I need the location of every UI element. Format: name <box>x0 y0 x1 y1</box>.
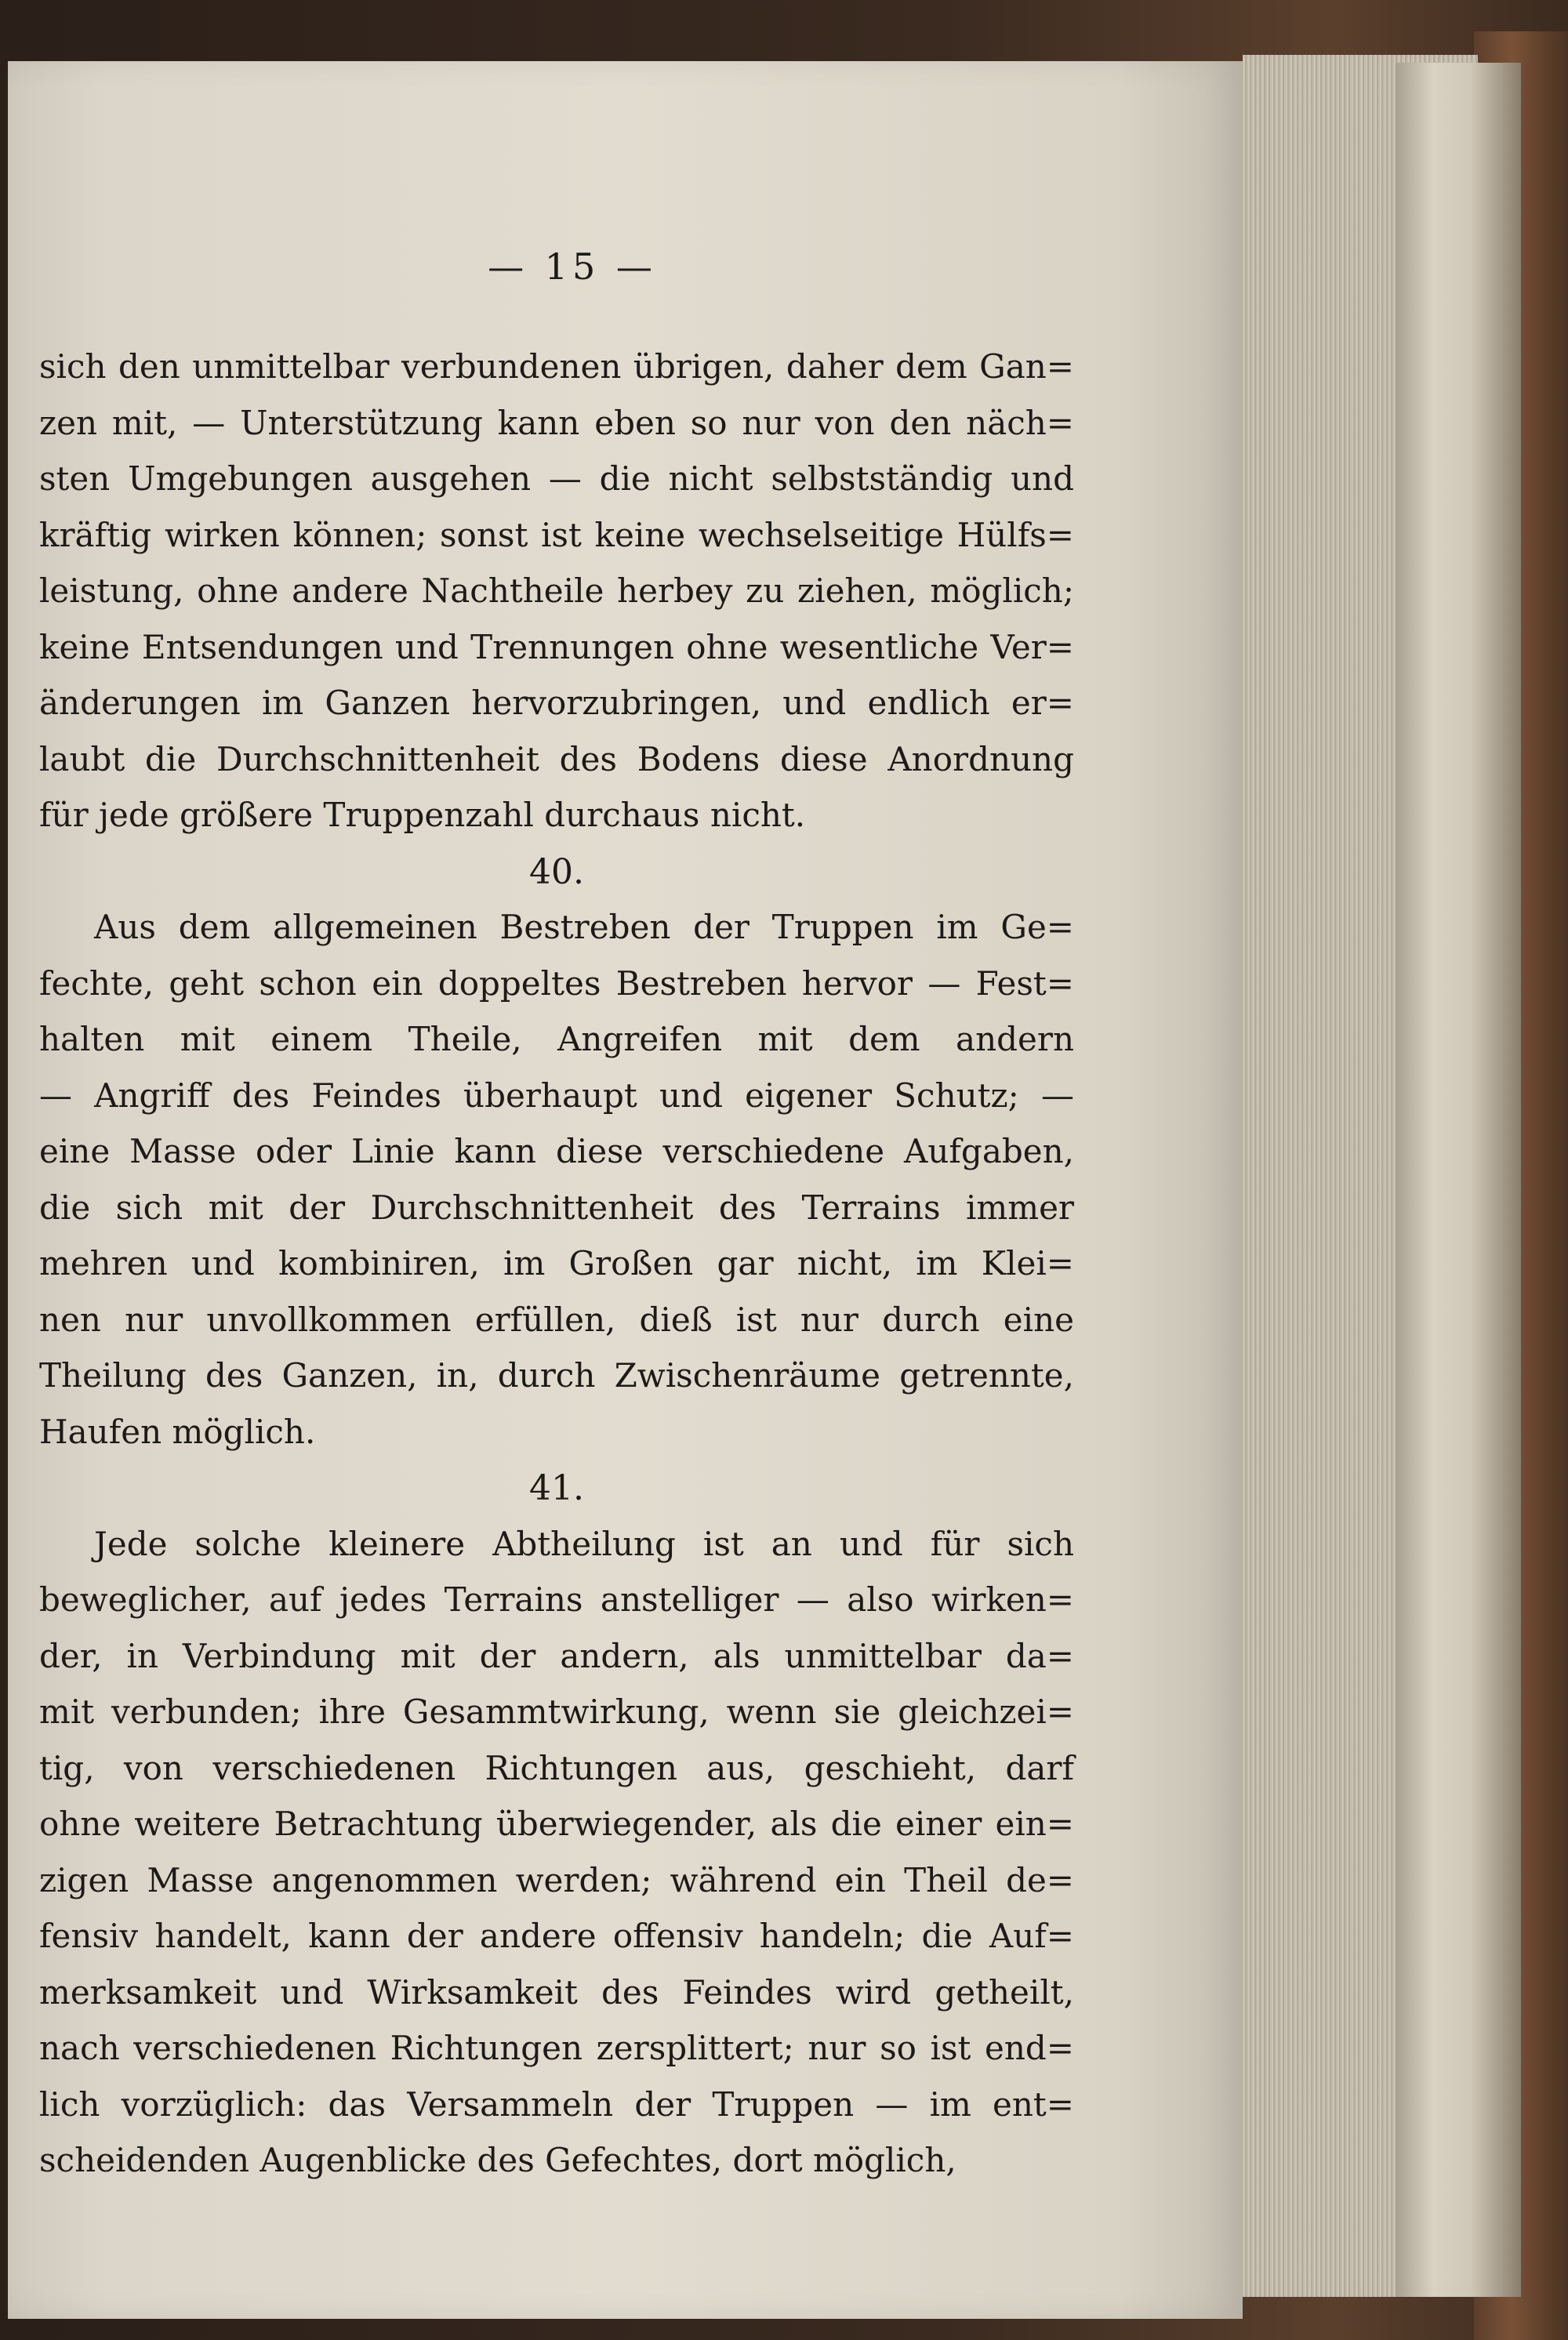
page-edges-side <box>1396 63 1521 2297</box>
text-line: tig, von verschiedenen Richtungen aus, geschieht, darf <box>39 1748 1074 1787</box>
section-number: 40. <box>529 851 584 892</box>
text-line: halten mit einem Theile, Angreifen mit dem andern <box>39 1020 1074 1058</box>
text-line: beweglicher, auf jedes Terrains anstelliger — also wirken= <box>39 1580 1074 1619</box>
text-line: fechte, geht schon ein doppeltes Bestreben hervor — Fest= <box>39 963 1074 1003</box>
text-line: fensiv handelt, kann der andere offensiv handeln; die Auf= <box>39 1917 1074 1955</box>
text-line: mit verbunden; ihre Gesammtwirkung, wenn sie gleichzei= <box>39 1692 1074 1731</box>
text-line: die sich mit der Durchschnittenheit des Terrains immer <box>39 1188 1074 1227</box>
text-line: sten Umgebungen ausgehen — die nicht selbstständig und <box>39 459 1074 498</box>
text-line: sich den unmittelbar verbundenen übrigen, daher dem Gan= <box>39 347 1074 386</box>
text-line: änderungen im Ganzen hervorzubringen, und endlich er= <box>39 684 1074 722</box>
text-line: ohne weitere Betrachtung überwiegender, als die einer ein= <box>39 1805 1074 1843</box>
book-page <box>8 61 1243 2319</box>
text-line: für jede größere Truppenzahl durchaus nicht. <box>39 796 806 834</box>
text-line: leistung, ohne andere Nachtheile herbey zu ziehen, möglich; <box>39 571 1074 610</box>
text-line: merksamkeit und Wirksamkeit des Feindes wird getheilt, <box>39 1972 1074 2012</box>
text-line: Haufen möglich. <box>39 1412 316 1451</box>
text-line: lich vorzüglich: das Versammeln der Truppen — im ent= <box>39 2084 1074 2124</box>
text-line: zigen Masse angenommen werden; während ein Theil de= <box>39 1860 1074 1899</box>
text-line: Theilung des Ganzen, in, durch Zwischenräume getrennte, <box>39 1356 1074 1395</box>
text-line: laubt die Durchschnittenheit des Bodens diese Anordnung <box>39 739 1074 778</box>
page-number: — 15 — <box>488 245 657 288</box>
text-line: nen nur unvollkommen erfüllen, dieß ist nur durch eine <box>39 1300 1074 1339</box>
text-line: eine Masse oder Linie kann diese verschiedene Aufgaben, <box>39 1132 1074 1170</box>
text-line: mehren und kombiniren, im Großen gar nicht, im Klei= <box>39 1244 1074 1282</box>
text-line: zen mit, — Unterstützung kann eben so nur von den näch= <box>39 403 1074 442</box>
text-line: — Angriff des Feindes überhaupt und eigener Schutz; — <box>39 1076 1074 1115</box>
text-line: der, in Verbindung mit der andern, als unmittelbar da= <box>39 1636 1074 1675</box>
text-line: scheidenden Augenblicke des Gefechtes, dort möglich, <box>39 2141 956 2179</box>
text-line: nach verschiedenen Richtungen zersplittert; nur so ist end= <box>39 2029 1074 2067</box>
text-line: kräftig wirken können; sonst ist keine wechselseitige Hülfs= <box>39 515 1074 554</box>
text-line: keine Entsendungen und Trennungen ohne wesentliche Ver= <box>39 627 1074 666</box>
text-line: Jede solche kleinere Abtheilung ist an und für sich <box>94 1524 1074 1563</box>
section-number: 41. <box>529 1468 584 1508</box>
text-line: Aus dem allgemeinen Bestreben der Truppen im Ge= <box>94 908 1074 946</box>
